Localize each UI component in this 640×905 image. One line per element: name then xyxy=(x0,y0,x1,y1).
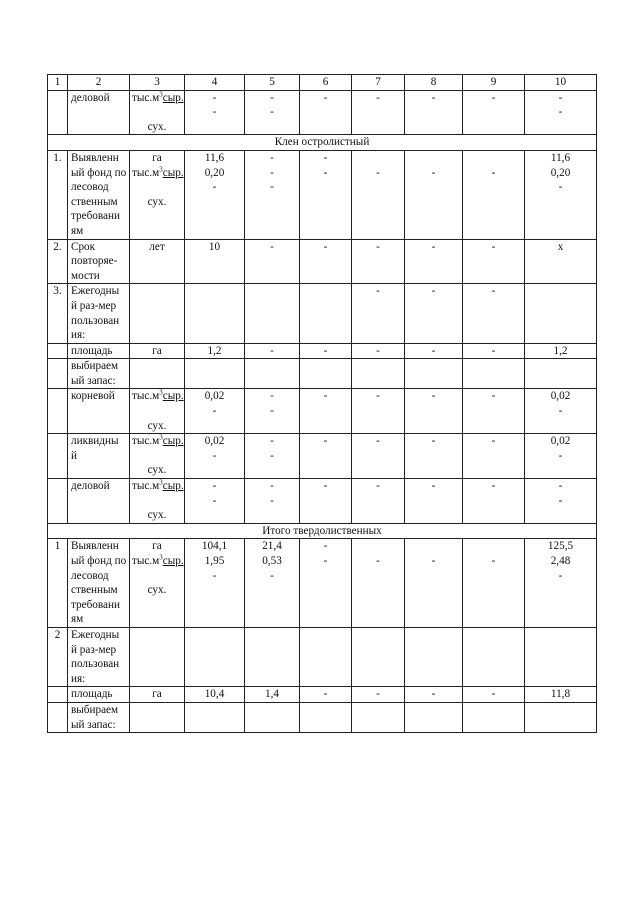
table-row xyxy=(48,434,597,479)
column-number-7: 7 xyxy=(352,75,405,91)
unit-ha: га xyxy=(152,151,162,164)
col-4-cell xyxy=(185,434,245,479)
row-name: деловой xyxy=(68,90,130,135)
cell-value: - xyxy=(431,390,436,403)
cell-value: 1,95 xyxy=(204,555,225,567)
col-4-cell xyxy=(185,359,245,389)
cell-value: - xyxy=(558,569,563,582)
col-6-cell xyxy=(300,702,352,732)
col-4-cell xyxy=(185,389,245,434)
table-row xyxy=(48,687,597,703)
cell-value: 0,20 xyxy=(204,166,225,179)
table-row xyxy=(48,150,597,239)
row-name: выбираем ый запас: xyxy=(68,359,130,389)
section-title-row xyxy=(48,135,597,151)
col-10-cell xyxy=(525,359,597,389)
col-9-cell xyxy=(463,539,525,628)
cell-value: - xyxy=(270,106,274,119)
cell-value: - xyxy=(431,285,436,298)
table-row xyxy=(48,343,597,359)
col-10-cell xyxy=(525,90,597,135)
unit-cell xyxy=(130,479,185,524)
col-5-cell xyxy=(245,479,300,524)
col-7-cell xyxy=(352,539,405,628)
cell-value: 11,6 xyxy=(550,151,571,164)
cell-value: - xyxy=(558,480,563,493)
header-row xyxy=(48,75,597,91)
col-6-cell xyxy=(300,627,352,686)
col-8-cell xyxy=(405,90,463,135)
cell-value: - xyxy=(270,240,274,253)
blank-line xyxy=(132,180,182,195)
cell-value: - xyxy=(270,569,274,582)
col-9-cell xyxy=(463,343,525,359)
cell-value: 125,5 xyxy=(547,540,574,553)
cell-value: - xyxy=(212,181,217,194)
cell-value: 0,53 xyxy=(262,555,282,567)
cell-value: 11,6 xyxy=(204,151,225,164)
col-6-cell xyxy=(300,343,352,359)
cell-value: - xyxy=(212,494,217,507)
col-6-cell xyxy=(300,359,352,389)
cell-value: - xyxy=(270,449,274,462)
col-4-cell xyxy=(185,702,245,732)
row-number xyxy=(48,389,68,434)
cell-value: - xyxy=(323,540,328,553)
cell-value: 2,48 xyxy=(550,555,571,567)
col-8-cell xyxy=(405,702,463,732)
unit-dry: сух. xyxy=(147,120,167,133)
table-row xyxy=(48,479,597,524)
col-10-cell xyxy=(525,627,597,686)
row-number: 2 xyxy=(48,627,68,686)
unit-cell xyxy=(130,359,185,389)
col-4-cell xyxy=(185,627,245,686)
row-number: 1. xyxy=(48,150,68,239)
col-10-cell xyxy=(525,702,597,732)
col-6-cell xyxy=(300,389,352,434)
col-8-cell xyxy=(405,150,463,239)
col-8-cell xyxy=(405,389,463,434)
cell-value: 11,8 xyxy=(550,688,571,701)
table-row xyxy=(48,389,597,434)
cell-value: 1,4 xyxy=(265,688,279,701)
col-9-cell xyxy=(463,150,525,239)
unit-dry: сух. xyxy=(147,419,167,432)
cell-value: 1,2 xyxy=(207,344,222,357)
cell-value: - xyxy=(376,435,380,448)
column-number-10: 10 xyxy=(525,75,597,91)
cell-value: - xyxy=(323,435,328,448)
unit-cell xyxy=(130,389,185,434)
row-name: корневой xyxy=(68,389,130,434)
column-number-1: 1 xyxy=(48,75,68,91)
row-name: Ежегодны й раз-мер пользован ия: xyxy=(68,284,130,343)
cell-value: - xyxy=(431,555,436,567)
row-number xyxy=(48,434,68,479)
cell-value: - xyxy=(212,480,217,493)
cell-value: - xyxy=(376,240,380,253)
blank-line xyxy=(354,539,402,554)
col-5-cell xyxy=(245,150,300,239)
cell-value: - xyxy=(491,435,496,448)
col-7-cell xyxy=(352,150,405,239)
col-7-cell xyxy=(352,627,405,686)
col-7-cell xyxy=(352,434,405,479)
col-9-cell xyxy=(463,359,525,389)
cell-value: - xyxy=(323,344,328,357)
cell-value: - xyxy=(270,390,274,403)
col-7-cell xyxy=(352,389,405,434)
cell-value: - xyxy=(270,435,274,448)
row-number: 2. xyxy=(48,239,68,284)
col-7-cell xyxy=(352,284,405,343)
row-number xyxy=(48,702,68,732)
col-10-cell xyxy=(525,389,597,434)
cell-value: 21,4 xyxy=(262,540,282,553)
cell-value: 0,02 xyxy=(204,435,225,448)
row-name: деловой xyxy=(68,479,130,524)
row-number: 3. xyxy=(48,284,68,343)
unit-cell: лет xyxy=(130,239,185,284)
col-5-cell xyxy=(245,90,300,135)
row-number xyxy=(48,343,68,359)
col-8-cell xyxy=(405,343,463,359)
row-name: Срок повторяе- мости xyxy=(68,239,130,284)
table-row xyxy=(48,359,597,389)
unit-cell: га xyxy=(130,343,185,359)
col-6-cell xyxy=(300,539,352,628)
cell-value: - xyxy=(212,106,217,119)
cell-value: - xyxy=(431,480,436,493)
column-number-3: 3 xyxy=(130,75,185,91)
row-name: площадь xyxy=(68,687,130,703)
col-4-cell xyxy=(185,284,245,343)
cell-value: 10 xyxy=(208,240,221,253)
cell-value: - xyxy=(376,390,380,403)
col-4-cell xyxy=(185,687,245,703)
cell-value: - xyxy=(376,91,380,104)
unit-dry: сух. xyxy=(147,584,167,597)
cell-value: 10,4 xyxy=(204,688,225,701)
col-7-cell xyxy=(352,90,405,135)
blank-line xyxy=(132,494,182,509)
col-10-cell xyxy=(525,434,597,479)
unit-volume: $тыс.м^3сыр$. xyxy=(132,553,184,567)
col-4-cell xyxy=(185,539,245,628)
cell-value: - xyxy=(558,449,563,462)
unit-cell xyxy=(130,627,185,686)
table-row xyxy=(48,90,597,135)
cell-value: - xyxy=(212,569,217,582)
unit-dry: сух. xyxy=(147,195,167,208)
blank-line xyxy=(132,404,182,419)
cell-value: - xyxy=(212,405,217,418)
cell-value: 0,20 xyxy=(550,166,571,179)
blank-line xyxy=(407,151,460,166)
row-name: Выявленн ый фонд по лесовод ственным требовани ям xyxy=(68,150,130,239)
col-8-cell xyxy=(405,239,463,284)
cell-value: - xyxy=(376,166,380,179)
cell-value: - xyxy=(431,435,436,448)
cell-value: - xyxy=(558,106,563,119)
column-number-6: 6 xyxy=(300,75,352,91)
col-5-cell xyxy=(245,389,300,434)
cell-value: - xyxy=(431,166,436,179)
col-10-cell xyxy=(525,479,597,524)
col-6-cell xyxy=(300,239,352,284)
cell-value: - xyxy=(212,91,217,104)
unit-cell xyxy=(130,284,185,343)
col-7-cell xyxy=(352,702,405,732)
col-4-cell xyxy=(185,90,245,135)
column-number-4: 4 xyxy=(185,75,245,91)
col-4-cell xyxy=(185,343,245,359)
col-9-cell xyxy=(463,687,525,703)
col-5-cell xyxy=(245,702,300,732)
unit-volume: $тыс.м^3сыр$. xyxy=(132,388,184,403)
col-5-cell xyxy=(245,627,300,686)
col-5-cell xyxy=(245,687,300,703)
col-9-cell xyxy=(463,702,525,732)
col-8-cell xyxy=(405,434,463,479)
section-title: Итого твердолиственных xyxy=(48,523,597,539)
unit-volume: $тыс.м^3сыр$. xyxy=(132,89,184,104)
col-9-cell xyxy=(463,239,525,284)
cell-value: 104,1 xyxy=(201,540,228,553)
cell-value: 0,02 xyxy=(550,390,571,403)
row-name: Ежегодны й раз-мер пользован ия: xyxy=(68,627,130,686)
col-8-cell xyxy=(405,627,463,686)
col-5-cell xyxy=(245,343,300,359)
forest-resources-table xyxy=(47,74,597,733)
cell-value: - xyxy=(558,91,563,104)
unit-volume: $тыс.м^3сыр$. xyxy=(132,433,184,448)
col-5-cell xyxy=(245,434,300,479)
row-number xyxy=(48,687,68,703)
cell-value: - xyxy=(323,688,328,701)
col-10-cell xyxy=(525,284,597,343)
cell-value: - xyxy=(376,480,380,493)
cell-value: - xyxy=(491,166,496,179)
col-10-cell xyxy=(525,343,597,359)
table-row xyxy=(48,284,597,343)
cell-value: - xyxy=(431,240,436,253)
unit-cell xyxy=(130,539,185,628)
cell-value: - xyxy=(323,480,328,493)
cell-value: 1,2 xyxy=(553,344,568,357)
cell-value: - xyxy=(376,688,380,701)
col-8-cell xyxy=(405,359,463,389)
col-7-cell xyxy=(352,359,405,389)
column-number-2: 2 xyxy=(68,75,130,91)
col-9-cell xyxy=(463,627,525,686)
col-5-cell xyxy=(245,539,300,628)
cell-value: - xyxy=(323,151,328,164)
col-6-cell xyxy=(300,150,352,239)
col-5-cell xyxy=(245,284,300,343)
row-name: ликвидны й xyxy=(68,434,130,479)
blank-line xyxy=(407,539,460,554)
section-title: Клен остролистный xyxy=(48,135,597,151)
col-10-cell xyxy=(525,239,597,284)
col-4-cell xyxy=(185,150,245,239)
cell-value: 0,02 xyxy=(204,390,225,403)
unit-dry: сух. xyxy=(147,509,167,522)
col-10-cell xyxy=(525,687,597,703)
unit-cell: га xyxy=(130,687,185,703)
cell-value: - xyxy=(270,91,274,104)
col-10-cell xyxy=(525,539,597,628)
col-7-cell xyxy=(352,343,405,359)
row-name: площадь xyxy=(68,343,130,359)
table-row xyxy=(48,239,597,284)
col-8-cell xyxy=(405,687,463,703)
cell-value: - xyxy=(270,344,274,357)
cell-value: - xyxy=(431,344,436,357)
row-number xyxy=(48,359,68,389)
col-6-cell xyxy=(300,284,352,343)
row-number xyxy=(48,90,68,135)
cell-value: - xyxy=(491,688,496,701)
col-6-cell xyxy=(300,479,352,524)
column-number-9: 9 xyxy=(463,75,525,91)
cell-value: - xyxy=(491,390,496,403)
col-9-cell xyxy=(463,479,525,524)
cell-value: - xyxy=(323,91,328,104)
unit-cell xyxy=(130,150,185,239)
cell-value: - xyxy=(491,555,496,567)
cell-value: х xyxy=(557,240,564,253)
cell-value: - xyxy=(270,480,274,493)
row-name: выбираем ый запас: xyxy=(68,702,130,732)
cell-value: - xyxy=(323,240,328,253)
cell-value: - xyxy=(558,494,563,507)
blank-line xyxy=(465,539,522,554)
cell-value: - xyxy=(376,555,380,567)
row-number xyxy=(48,479,68,524)
cell-value: - xyxy=(558,405,563,418)
unit-cell xyxy=(130,434,185,479)
cell-value: - xyxy=(270,166,274,179)
column-number-5: 5 xyxy=(245,75,300,91)
cell-value: - xyxy=(270,494,274,507)
cell-value: - xyxy=(323,166,328,179)
cell-value: - xyxy=(323,390,328,403)
col-8-cell xyxy=(405,539,463,628)
col-9-cell xyxy=(463,389,525,434)
unit-cell xyxy=(130,702,185,732)
cell-value: - xyxy=(431,688,436,701)
col-7-cell xyxy=(352,479,405,524)
cell-value: - xyxy=(491,240,496,253)
col-8-cell xyxy=(405,479,463,524)
col-4-cell xyxy=(185,479,245,524)
table-row xyxy=(48,627,597,686)
cell-value: - xyxy=(212,449,217,462)
cell-value: - xyxy=(270,405,274,418)
row-number: 1 xyxy=(48,539,68,628)
cell-value: - xyxy=(376,344,380,357)
unit-volume: $тыс.м^3сыр$. xyxy=(132,164,184,179)
col-9-cell xyxy=(463,284,525,343)
blank-line xyxy=(354,151,402,166)
blank-line xyxy=(132,569,182,584)
table-row xyxy=(48,702,597,732)
cell-value: - xyxy=(431,91,436,104)
col-7-cell xyxy=(352,687,405,703)
column-number-8: 8 xyxy=(405,75,463,91)
col-9-cell xyxy=(463,90,525,135)
row-name: Выявленн ый фонд по лесовод ственным требовани ям xyxy=(68,539,130,628)
col-7-cell xyxy=(352,239,405,284)
col-5-cell xyxy=(245,239,300,284)
cell-value: - xyxy=(491,480,496,493)
section-title-row xyxy=(48,523,597,539)
blank-line xyxy=(465,151,522,166)
unit-dry: сух. xyxy=(147,464,167,477)
unit-volume: $тыс.м^3сыр$. xyxy=(132,478,184,493)
col-4-cell xyxy=(185,239,245,284)
col-5-cell xyxy=(245,359,300,389)
col-8-cell xyxy=(405,284,463,343)
cell-value: - xyxy=(376,285,380,298)
cell-value: - xyxy=(558,181,563,194)
cell-value: - xyxy=(270,181,274,194)
col-6-cell xyxy=(300,687,352,703)
col-9-cell xyxy=(463,434,525,479)
unit-ha: га xyxy=(152,540,162,553)
cell-value: - xyxy=(491,91,496,104)
blank-line xyxy=(132,449,182,464)
blank-line xyxy=(132,105,182,120)
cell-value: - xyxy=(491,344,496,357)
col-6-cell xyxy=(300,90,352,135)
unit-cell xyxy=(130,90,185,135)
cell-value: - xyxy=(270,151,274,164)
cell-value: - xyxy=(491,285,496,298)
cell-value: - xyxy=(323,555,328,567)
cell-value: 0,02 xyxy=(550,435,571,448)
col-10-cell xyxy=(525,150,597,239)
table-row xyxy=(48,539,597,628)
col-6-cell xyxy=(300,434,352,479)
